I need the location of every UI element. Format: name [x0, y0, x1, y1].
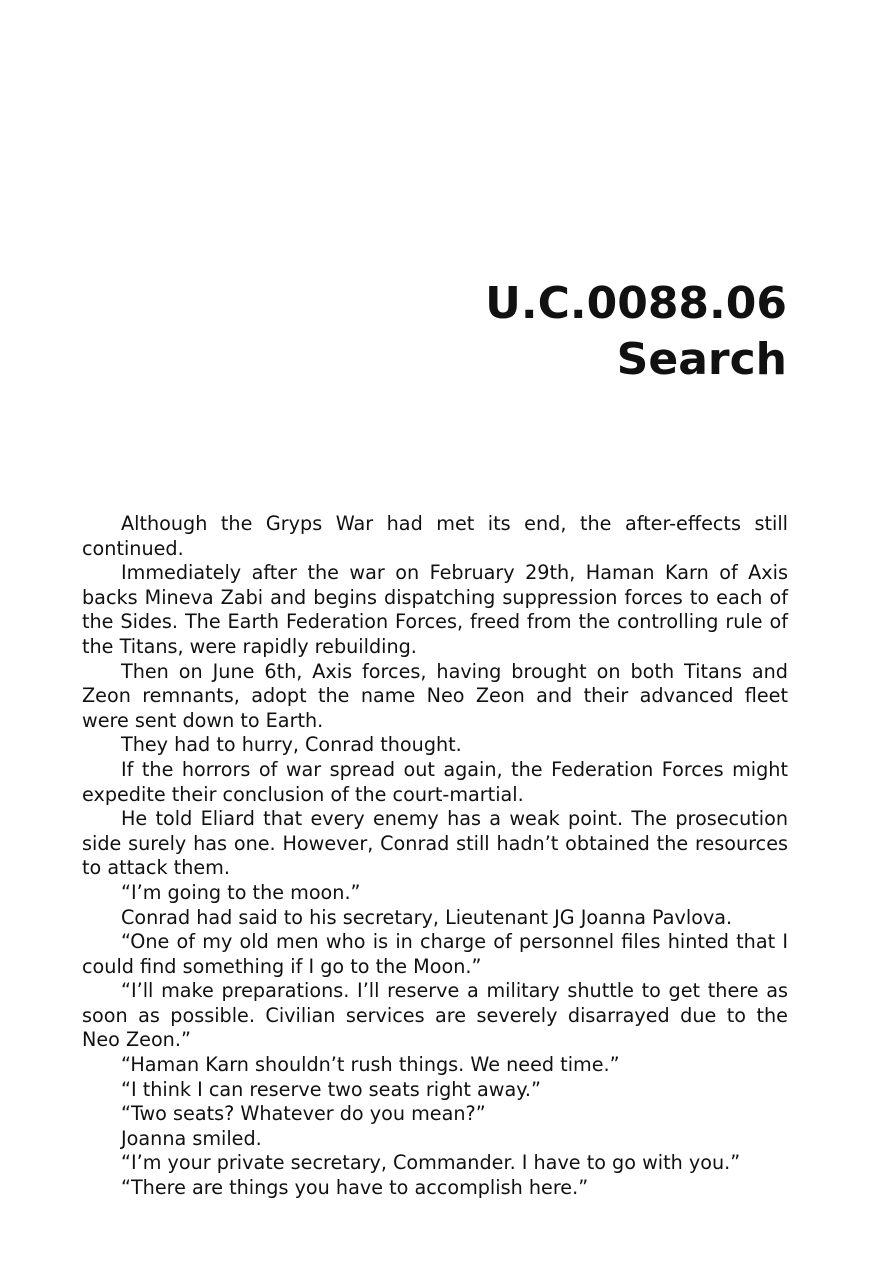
paragraph: “I’m your private secretary, Commander. I have to go with you.”	[121, 1151, 741, 1175]
paragraph: “I think I can reserve two seats right away.”	[121, 1077, 541, 1101]
chapter-date-line: U.C.0088.06	[485, 278, 787, 329]
paragraph: Although the Gryps War had met its end, the after-effects still continued.	[82, 512, 788, 560]
paragraph: Joanna smiled.	[121, 1126, 262, 1150]
chapter-body	[82, 512, 788, 1201]
paragraph: “I’m going to the moon.”	[121, 880, 361, 904]
paragraph: Immediately after the war on February 29th, Haman Karn of Axis backs Mineva Zabi and begins dispatching suppression forces to each of the Sides. The Earth Federation Forces, freed from the controlling rule of the Titans, were rapidly rebuilding.	[82, 561, 788, 658]
paragraph: Conrad had said to his secretary, Lieutenant JG Joanna Pavlova.	[121, 905, 733, 929]
chapter-title: Search	[616, 334, 787, 385]
paragraph: Then on June 6th, Axis forces, having brought on both Titans and Zeon remnants, adopt the name Neo Zeon and their advanced fleet were sent down to Earth.	[82, 659, 788, 732]
paragraph: “Haman Karn shouldn’t rush things. We need time.”	[121, 1053, 620, 1077]
paragraph: He told Eliard that every enemy has a weak point. The prosecution side surely has one. However, Conrad still hadn’t obtained the resources to attack them.	[82, 807, 788, 880]
chapter-heading	[485, 276, 787, 388]
paragraph: “I’ll make preparations. I’ll reserve a military shuttle to get there as soon as possible. Civilian services are severely disarrayed due to the Neo Zeon.”	[82, 979, 788, 1052]
paragraph: They had to hurry, Conrad thought.	[121, 733, 462, 757]
paragraph: “Two seats? Whatever do you mean?”	[121, 1102, 486, 1126]
paragraph: “There are things you have to accomplish here.”	[121, 1176, 589, 1200]
paragraph: “One of my old men who is in charge of personnel files hinted that I could find something if I go to the Moon.”	[82, 930, 788, 978]
paragraph: If the horrors of war spread out again, the Federation Forces might expedite their conclusion of the court-martial.	[82, 757, 788, 806]
